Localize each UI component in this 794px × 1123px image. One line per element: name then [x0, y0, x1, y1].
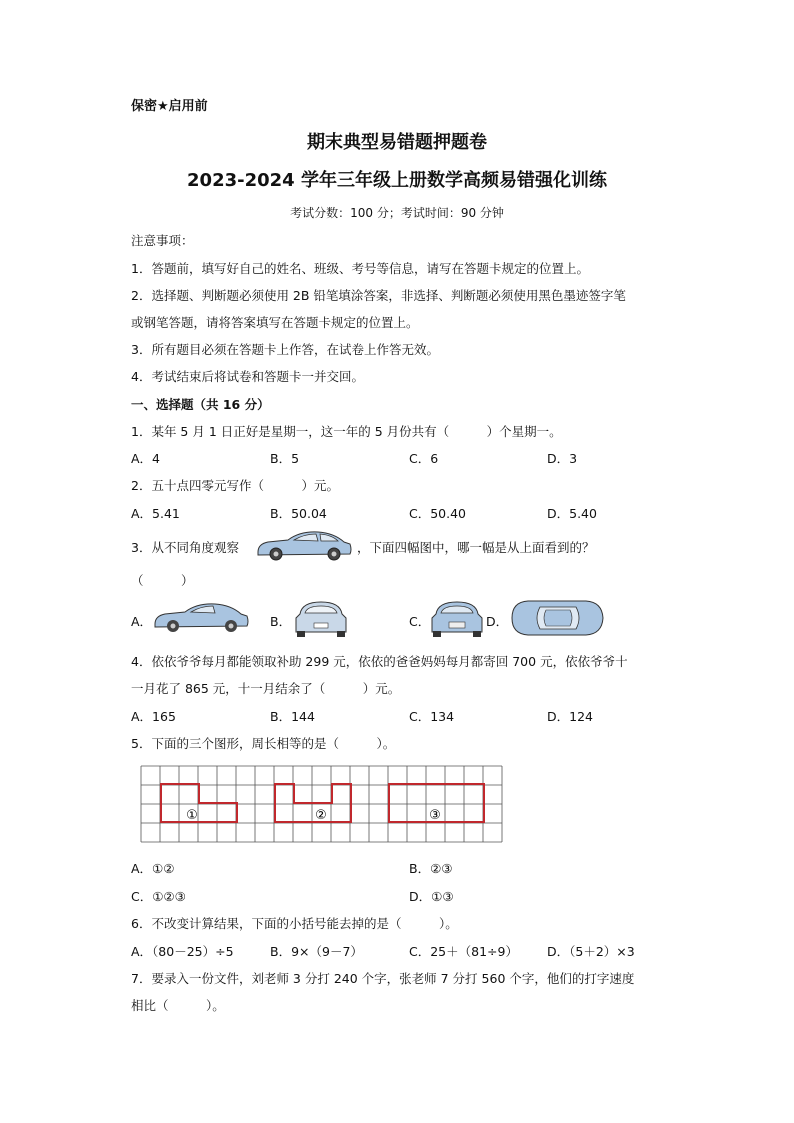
question-5-stem: 5．下面的三个图形，周长相等的是（ ）。: [131, 736, 396, 751]
question-6-stem: 6．不改变计算结果，下面的小括号能去掉的是（ ）。: [131, 916, 458, 931]
page-title: 期末典型易错题押题卷: [307, 132, 487, 153]
question-3-stem-b: ，下面四幅图中，哪一幅是从上面看到的？: [357, 540, 595, 555]
q2-option-c: C．50.40: [409, 506, 467, 521]
q1-option-c: C．6: [409, 451, 439, 466]
question-2-stem: 2．五十点四零元写作（ ）元。: [131, 478, 339, 493]
q6-option-d: D．（5＋2）×3: [547, 944, 635, 959]
q4-option-c: C．134: [409, 709, 455, 724]
q3-option-b: B．: [270, 614, 292, 629]
car-side-view-image: [254, 528, 354, 562]
q1-option-b: B．5: [270, 451, 300, 466]
q4-option-d: D．124: [547, 709, 593, 724]
section-heading: 一、选择题（共 16 分）: [131, 397, 270, 412]
question-1-stem: 1．某年 5 月 1 日正好是星期一，这一年的 5 月份共有（ ）个星期一。: [131, 424, 562, 439]
question-7-line1: 7．要录入一份文件，刘老师 3 分打 240 个字，张老师 7 分打 560 个字，他们的打字速度: [131, 971, 635, 986]
q3-option-d: D．: [486, 614, 509, 629]
q5-option-a: A．①②: [131, 861, 175, 876]
shape-2-label: ②: [315, 808, 327, 823]
q2-option-a: A．5.41: [131, 506, 180, 521]
question-3-stem-a: 3．从不同角度观察: [131, 540, 239, 555]
notice-item: 或钢笔答题，请将答案填写在答题卡规定的位置上。: [131, 315, 419, 330]
q2-option-d: D．5.40: [547, 506, 597, 521]
confidential-label: 保密★启用前: [131, 99, 208, 114]
q5-option-b: B．②③: [409, 861, 453, 876]
car-side-image-a: [150, 600, 252, 634]
car-top-view-image-d: [506, 598, 606, 638]
notice-heading: 注意事项：: [131, 233, 194, 248]
question-4-line2: 一月花了 865 元，十一月结余了（ ）元。: [131, 681, 401, 696]
exam-info: 考试分数：100 分；考试时间：90 分钟: [290, 206, 504, 220]
q5-option-d: D．①③: [409, 889, 454, 904]
question-4-line1: 4．依依爷爷每月都能领取补助 299 元，依依的爸爸妈妈每月都寄回 700 元，依依爷爷十: [131, 654, 628, 669]
question-7-line2: 相比（ ）。: [131, 998, 225, 1013]
question-3-blank: （ ）: [131, 573, 194, 588]
shape-1: [161, 784, 237, 822]
q6-option-c: C．25＋（81÷9）: [409, 944, 518, 959]
q1-option-d: D．3: [547, 451, 578, 466]
q6-option-a: A．（80－25）÷5: [131, 944, 234, 959]
car-rear-image-b: [292, 598, 350, 638]
notice-item: 4．考试结束后将试卷和答题卡一并交回。: [131, 369, 364, 384]
q3-option-c: C．: [409, 614, 431, 629]
q1-option-a: A．4: [131, 451, 161, 466]
q4-option-a: A．165: [131, 709, 176, 724]
car-front-image-c: [428, 598, 486, 638]
q3-option-a: A．: [131, 614, 153, 629]
grid-figure: [140, 765, 503, 844]
q4-option-b: B．144: [270, 709, 315, 724]
notice-item: 3．所有题目必须在答题卡上作答，在试卷上作答无效。: [131, 342, 439, 357]
q2-option-b: B．50.04: [270, 506, 327, 521]
q5-option-c: C．①②③: [131, 889, 186, 904]
shape-3-label: ③: [429, 808, 441, 823]
notice-item: 1．答题前，填写好自己的姓名、班级、考号等信息，请写在答题卡规定的位置上。: [131, 261, 589, 276]
shape-1-label: ①: [186, 808, 198, 823]
shape-2: [275, 784, 351, 822]
q6-option-b: B．9×（9－7）: [270, 944, 363, 959]
notice-item: 2．选择题、判断题必须使用 2B 铅笔填涂答案，非选择、判断题必须使用黑色墨迹签字笔: [131, 288, 626, 303]
page-subtitle: 2023-2024 学年三年级上册数学高频易错强化训练: [187, 170, 607, 191]
